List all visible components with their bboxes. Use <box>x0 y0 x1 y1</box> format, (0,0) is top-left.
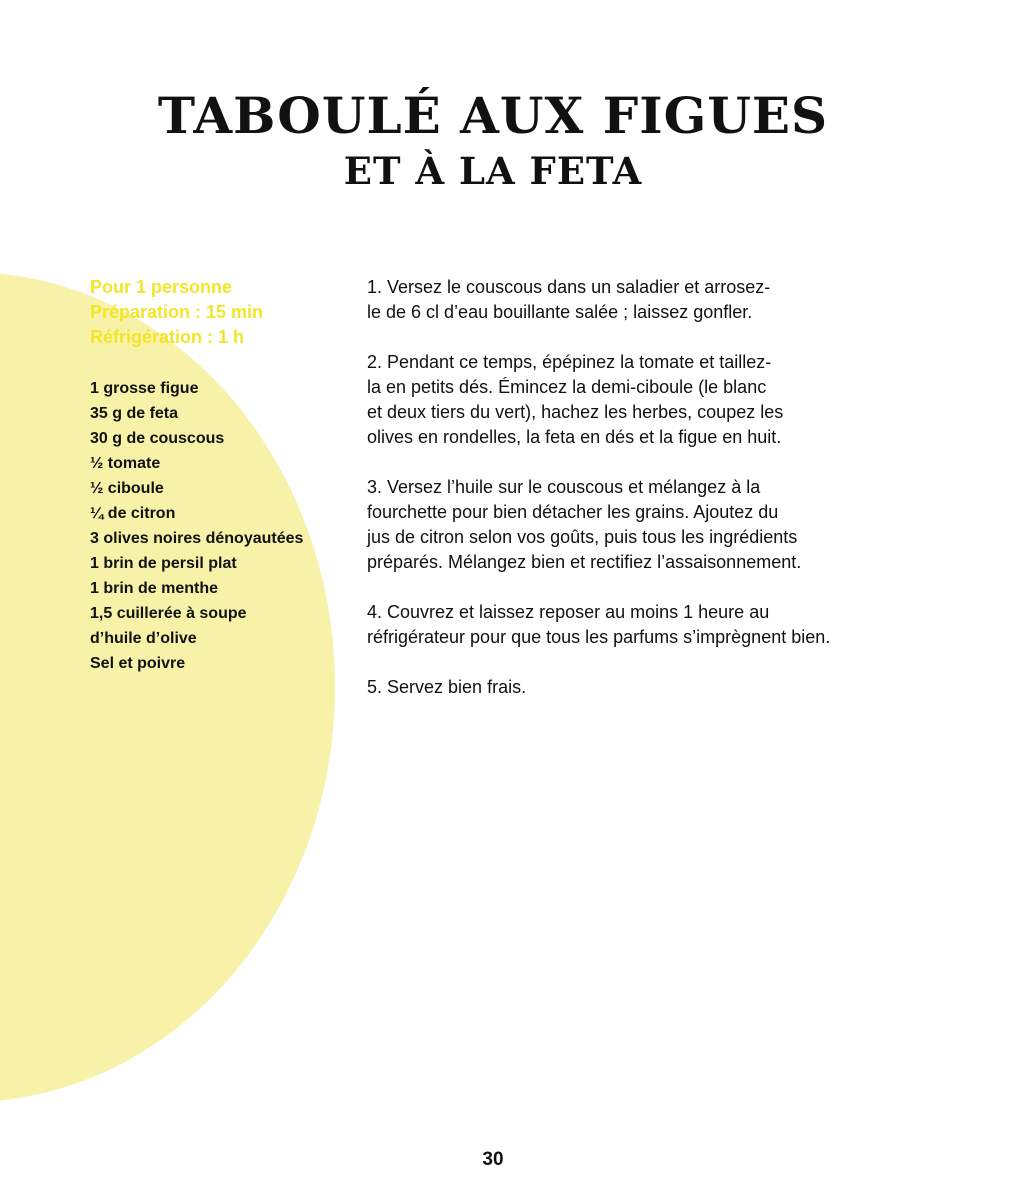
servings: Pour 1 personne <box>90 277 233 297</box>
step-2 <box>367 350 967 450</box>
ingredient-item: 1 brin de menthe <box>90 580 219 597</box>
step-line: la en petits dés. Émincez la demi-ciboule (le blanc <box>367 377 767 397</box>
ingredient-item: 30 g de couscous <box>90 430 225 447</box>
step-4 <box>367 600 967 650</box>
step-3 <box>367 475 967 575</box>
step-line: le de 6 cl d’eau bouillante salée ; laissez gonfler. <box>367 302 753 322</box>
refrigeration-time: Réfrigération : 1 h <box>90 327 245 347</box>
title-main: TABOULÉ AUX FIGUES <box>157 86 829 145</box>
ingredient-item: 1 brin de persil plat <box>90 555 237 572</box>
step-line: fourchette pour bien détacher les grains. Ajoutez du <box>367 502 779 522</box>
step-1 <box>367 275 967 325</box>
step-line: jus de citron selon vos goûts, puis tous les ingrédients <box>367 527 798 547</box>
recipe-steps <box>367 275 967 725</box>
ingredient-item: d’huile d’olive <box>90 630 197 647</box>
step-line: 4. Couvrez et laissez reposer au moins 1 heure au <box>367 602 770 622</box>
step-line: 5. Servez bien frais. <box>367 677 527 697</box>
ingredient-item: 1,5 cuillerée à soupe <box>90 605 247 622</box>
ingredient-item: 1 grosse figue <box>90 380 199 397</box>
step-5 <box>367 675 967 700</box>
preparation-time: Préparation : 15 min <box>90 302 264 322</box>
ingredient-item: ½ tomate <box>90 455 161 472</box>
title-sub: ET À LA FETA <box>343 149 643 193</box>
ingredient-item: 35 g de feta <box>90 405 179 422</box>
step-line: préparés. Mélangez bien et rectifiez l’assaisonnement. <box>367 552 802 572</box>
ingredient-item: ¼ de citron <box>90 505 176 522</box>
recipe-title <box>0 84 986 194</box>
step-line: et deux tiers du vert), hachez les herbes, coupez les <box>367 402 784 422</box>
step-line: 2. Pendant ce temps, épépinez la tomate et taillez- <box>367 352 772 372</box>
step-line: olives en rondelles, la feta en dés et la figue en huit. <box>367 427 782 447</box>
ingredient-item: 3 olives noires dénoyautées <box>90 530 304 547</box>
ingredient-item: Sel et poivre <box>90 655 186 672</box>
ingredients-list <box>90 376 303 676</box>
page-number: 30 <box>482 1149 504 1170</box>
ingredient-item: ½ ciboule <box>90 480 164 497</box>
step-line: 3. Versez l’huile sur le couscous et mélangez à la <box>367 477 761 497</box>
step-line: 1. Versez le couscous dans un saladier et arrosez- <box>367 277 771 297</box>
step-line: réfrigérateur pour que tous les parfums s’imprègnent bien. <box>367 627 831 647</box>
recipe-meta <box>90 275 263 350</box>
